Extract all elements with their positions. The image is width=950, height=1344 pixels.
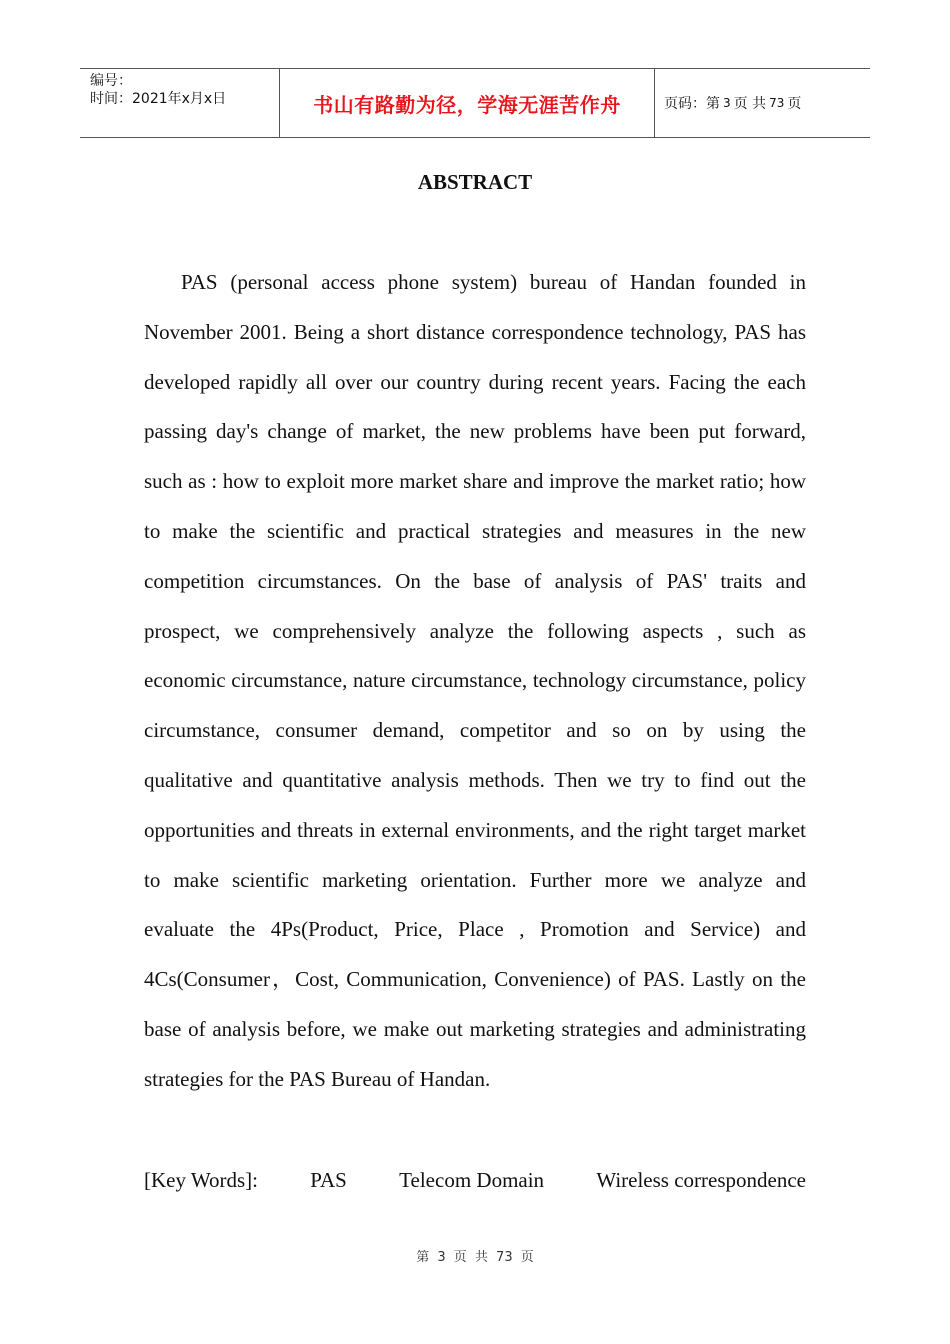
- page-title: ABSTRACT: [417, 170, 533, 194]
- page-footer: 第 3 页 共 73 页: [416, 1250, 534, 1265]
- keyword-item: Wireless correspondence: [596, 1168, 806, 1192]
- keywords-line: [144, 1156, 806, 1206]
- page-prefix: 页码：第: [664, 96, 720, 112]
- page-header: [80, 68, 870, 138]
- keyword-item: Telecom Domain: [399, 1168, 545, 1192]
- keyword-item: PAS: [310, 1168, 347, 1192]
- page-suffix: 页: [787, 96, 802, 112]
- header-motto: 书山有路勤为径，学海无涯苦作舟: [280, 69, 655, 137]
- page-total: 73: [769, 96, 785, 110]
- header-page-info: [655, 69, 870, 137]
- code-label: 编号：: [90, 73, 132, 89]
- page-mid: 页 共: [733, 96, 767, 112]
- time-label: 时间：2021年x月x日: [90, 91, 227, 107]
- keywords-label: [Key Words]:: [144, 1168, 258, 1192]
- header-meta: [80, 69, 280, 137]
- abstract-body: PAS (personal access phone system) bureau of Handan founded in November 2001. Being a short distance correspondence technology, PAS has developed rapidly all over our country during recent years. Facing the each passing day's change of market, the new problems have been put forward, such as : how to exploit more market share and improve the market ratio; how to make the scientific and practical strategies and measures in the new competition circumstances. On the base of analysis of PAS' traits and prospect, we comprehensively analyze the following aspects , such as economic circumstance, nature circumstance, technology circumstance, policy circumstance, consumer demand, competitor and so on by using the qualitative and quantitative analysis methods. Then we try to find out the opportunities and threats in external environments, and the right target market to make scientific marketing orientation. Further more we analyze and evaluate the 4Ps(Product, Price, Place , Promotion and Service) and 4Cs(Consumer，Cost, Communication, Convenience) of PAS. Lastly on the base of analysis before, we make out marketing strategies and administrating strategies for the PAS Bureau of Handan.: [144, 270, 806, 1091]
- page-current: 3: [723, 96, 731, 110]
